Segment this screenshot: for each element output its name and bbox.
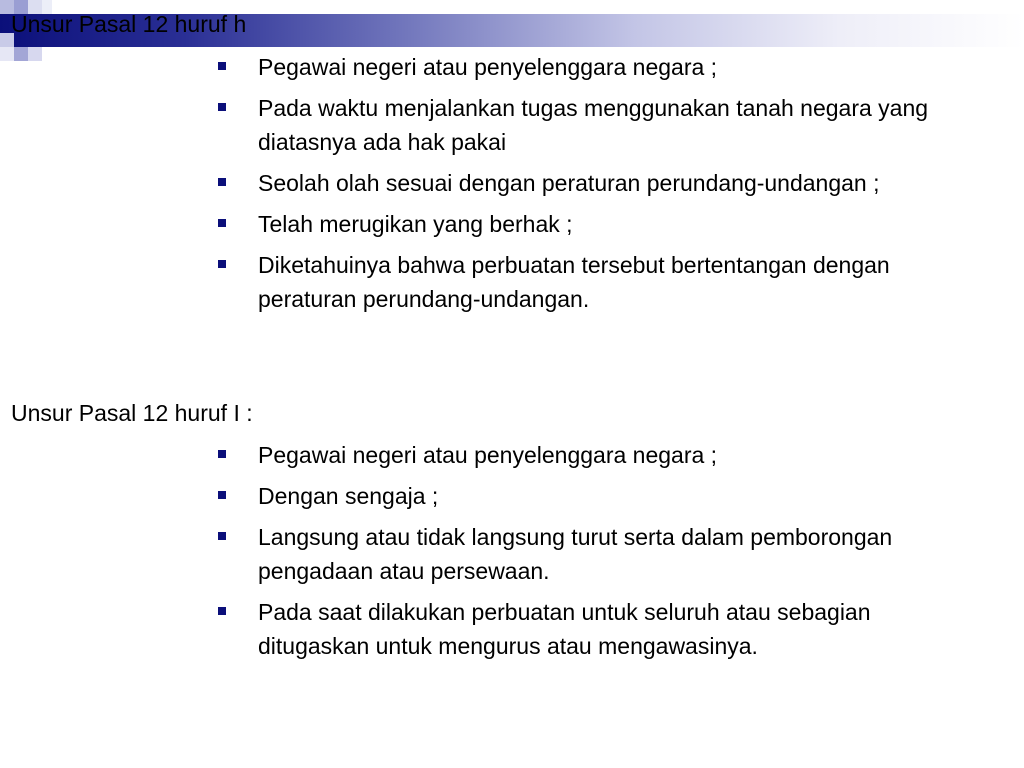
- section-title-i: Unsur Pasal 12 huruf I :: [11, 400, 253, 426]
- square-bullet-icon: [218, 607, 226, 615]
- list-item: [218, 248, 948, 316]
- square-bullet-icon: [218, 491, 226, 499]
- list-item-text: Telah merugikan yang berhak ;: [258, 211, 573, 237]
- list-item: [218, 520, 948, 588]
- list-item-text: Seolah olah sesuai dengan peraturan perundang-undangan ;: [258, 170, 880, 196]
- list-item-text: Dengan sengaja ;: [258, 483, 439, 509]
- section-title-h: Unsur Pasal 12 huruf h: [11, 11, 247, 37]
- square-bullet-icon: [218, 178, 226, 186]
- square-bullet-icon: [218, 103, 226, 111]
- list-item: [218, 438, 948, 472]
- list-item-text: Pegawai negeri atau penyelenggara negara ;: [258, 442, 718, 468]
- square-bullet-icon: [218, 219, 226, 227]
- list-item: [218, 166, 948, 200]
- list-item-text: Diketahuinya bahwa perbuatan tersebut bertentangan dengan peraturan perundang-undangan.: [258, 252, 890, 312]
- list-item-text: Pada waktu menjalankan tugas menggunakan tanah negara yang diatasnya ada hak pakai: [258, 95, 929, 155]
- bullet-list-i: [218, 438, 948, 670]
- list-item: [218, 50, 948, 84]
- square-bullet-icon: [218, 62, 226, 70]
- list-item-text: Pada saat dilakukan perbuatan untuk seluruh atau sebagian ditugaskan untuk mengurus atau mengawasinya.: [258, 599, 871, 659]
- list-item: [218, 595, 948, 663]
- list-item: [218, 207, 948, 241]
- square-bullet-icon: [218, 450, 226, 458]
- decor-square: [14, 47, 28, 61]
- list-item: [218, 479, 948, 513]
- square-bullet-icon: [218, 260, 226, 268]
- list-item-text: Pegawai negeri atau penyelenggara negara ;: [258, 54, 718, 80]
- bullet-list-h: [218, 50, 948, 323]
- list-item-text: Langsung atau tidak langsung turut serta dalam pemborongan pengadaan atau persewaan.: [258, 524, 893, 584]
- square-bullet-icon: [218, 532, 226, 540]
- decor-square: [0, 47, 14, 61]
- decor-square: [28, 47, 42, 61]
- list-item: [218, 91, 948, 159]
